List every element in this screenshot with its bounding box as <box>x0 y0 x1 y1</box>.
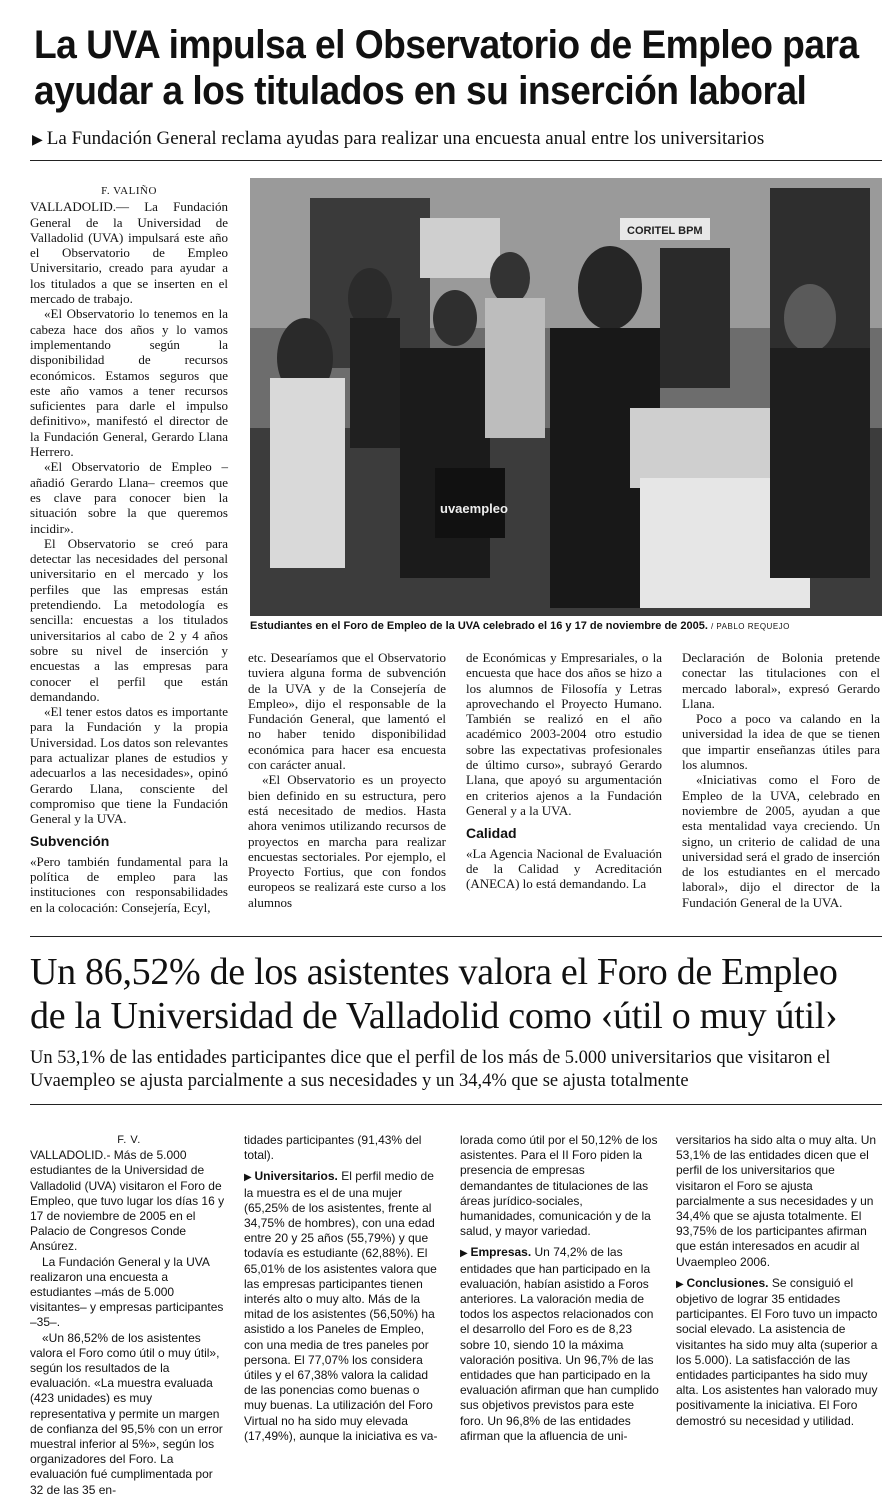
paragraph: «El Observatorio es un proyecto bien definido en su estructura, pero está necesitado de medios. Hasta ahora venimos utilizando recursos de proyectos en marcha para realizar encuestas sectoriales. Por ejemplo, el Proyecto Fortius, que con fondos europeos se realizará este curso a los alumnos <box>248 772 446 910</box>
paragraph-text: El perfil medio de la muestra es el de una mujer (65,25% de los asistentes, frente al 34,75% de hombres), con una edad entre 20 y 25 años (55,79%) y que todavía es estudiante (62,88%). El 65,01% de los asistentes valora que las empresas participantes tienen interés alto o muy alto. Más de la mitad de los asistentes (56,50%) ha asistido a los Paneles de Empleo, con una media de tres paneles por persona. El 77,07% los considera útiles y el 67,38% valora la calidad de las ponencias como buenas o muy buenas. La utilización del Foro Virtual no ha sido muy elevada (17,49%), aunque la iniciativa es va- <box>244 1169 438 1443</box>
article1-column-3 <box>466 650 662 891</box>
paragraph-text: Se consiguió el objetivo de lograr 35 entidades participantes. El Foro tuvo un impacto social elevado. La asistencia de visitantes ha sido muy alta (superior a los 5.000). La satisfacción de las entidades participantes ha sido muy alta. Los asistentes han valorado muy positivamente la iniciativa. El Foro demostró su necesidad y utilidad. <box>676 1275 878 1428</box>
photo-sign-text: CORITEL BPM <box>627 225 703 237</box>
paragraph: Declaración de Bolonia pretende conectar las titulaciones con el mercado laboral», expresó Gerardo Llana. <box>682 650 880 711</box>
byline: F. V. <box>117 1134 141 1146</box>
paragraph: tidades participantes (91,43% del total). <box>244 1133 422 1163</box>
article2-column-4 <box>676 1133 882 1429</box>
paragraph: Poco a poco va calando en la universidad la idea de que se tienen que impartir enseñanzas útiles para los alumnos. <box>682 711 880 773</box>
paragraph: «La Agencia Nacional de Evaluación de la Calidad y Acreditación (ANECA) lo está demandando. La <box>466 845 662 892</box>
paragraph: «Iniciativas como el Foro de Empleo de la UVA, celebrado en noviembre de 2005, ayudan a que esta mentalidad vaya creciendo. Un signo, un criterio de calidad de una universidad será el grado de inserción de los estudiantes en el mercado laboral», dijo el director de la Fundación General de la UVA. <box>682 772 880 910</box>
paragraph: versitarios ha sido alta o muy alta. Un 53,1% de las entidades dicen que el perfil de los universitarios que visitaron el Foro se ajusta parcialmente a sus necesidades y un 34,4% que se ajusta totalmente. El 93,75% de los participantes afirman que están interesados en acudir al Uvaempleo 2006. <box>676 1133 877 1269</box>
article2-headline <box>30 950 886 1038</box>
article2-column-1 <box>30 1133 228 1498</box>
paragraph <box>460 1245 660 1444</box>
article1-column-4 <box>682 650 880 910</box>
divider <box>30 160 882 161</box>
divider <box>30 936 882 937</box>
lead-conclusiones: Conclusiones. <box>686 1275 769 1290</box>
paragraph: lorada como útil por el 50,12% de los asistentes. Para el II Foro piden la presencia de empresas demandantes de titulaciones de las áreas jurídico-sociales, humanidades, comunicación y de la salud, y mayor variedad. <box>460 1133 658 1239</box>
article2-headline-line1: Un 86,52% de los asistentes valora el Foro de Empleo <box>30 951 838 993</box>
triangle-bullet-icon: ▶ <box>676 1278 687 1290</box>
lead-empresas: Empresas. <box>470 1245 532 1260</box>
article2-column-3 <box>460 1133 660 1444</box>
paragraph: «El tener estos datos es importante para la Fundación y la propia Universidad. Los datos son relevantes para actualizar planes de estudios y adecuarlos a las necesidades», opinó Gerardo Llana, consciente del compromiso que tiene la Fundación General y la UVA. <box>30 704 228 827</box>
paragraph <box>244 1169 444 1444</box>
subhead-calidad: Calidad <box>466 825 517 842</box>
paragraph: «Un 86,52% de los asistentes valora el Foro como útil o muy útil», según los resultados de la evaluación. «La muestra evaluada (423 unidades) es muy representativa y permite un margen de confianza del 95,5% con un error muestral inferior al 5%», según los organizadores del Foro. La evaluación fué cumplimentada por 32 de las 35 en- <box>30 1330 223 1497</box>
paragraph-text: Un 74,2% de las entidades que han participado en la evaluación, habían asistido a Foros anteriores. La valoración media de todos los aspectos relacionados con el desarrollo del Foro es de 8,23 sobre 10, siendo 10 la máxima valoración positiva. Un 96,7% de las entidades que han participado en la evaluación afirman que han cumplido sus objetivos previstos para este foro. Un 96,8% de las entidades afirman que la afluencia de uni- <box>460 1245 659 1443</box>
paragraph <box>676 1276 882 1429</box>
article2-subheadline: Un 53,1% de las entidades participantes dice que el perfil de los más de 5.000 universitarios que visitaron el Uvaempleo se ajusta parcialmente a sus necesidades y un 34,4% que se ajusta totalmente <box>30 1048 831 1091</box>
byline: F. VALIÑO <box>101 185 157 197</box>
photo-bag-text: uvaempleo <box>440 501 508 516</box>
article1-column-2 <box>248 650 446 910</box>
article1-headline-line2: ayudar a los titulados en su inserción laboral <box>34 69 807 113</box>
article1-subheadline-text: La Fundación General reclama ayudas para realizar una encuesta anual entre los universitarios <box>46 128 765 149</box>
divider <box>30 1104 882 1105</box>
triangle-bullet-icon: ▶ <box>460 1248 471 1260</box>
paragraph: La Fundación General y la UVA realizaron una encuesta a estudiantes –más de 5.000 visitantes– y empresas participantes –35–. <box>30 1254 224 1330</box>
paragraph: VALLADOLID.— La Fundación General de la Universidad de Valladolid (UVA) impulsará este año el Observatorio de Empleo Universitario, creado para ayudar a los titulados a que se inserten en el mercado de trabajo. <box>30 199 228 307</box>
paragraph: «El Observatorio lo tenemos en la cabeza hace dos años y lo vamos implementando según la disponibilidad de recursos económicos. Estamos seguros que este año vamos a tener recursos suficientes para darle el impulso definitivo», manifestó el director de la Fundación General, Gerardo Llana Herrero. <box>30 306 228 460</box>
paragraph: de Económicas y Empresariales, o la encuesta que hace dos años se hizo a los alumnos de Filosofía y Letras aprovechando el Proyecto Humano. También se realizó en el año académico 2003-2004 otro estudio sobre las expectativas profesionales de último curso», subrayó Gerardo Llana, que apoyó su argumentación en criterios ajenos a la Fundación General y a la UVA. <box>466 650 662 818</box>
photo-caption <box>250 620 790 632</box>
paragraph: El Observatorio se creó para detectar las necesidades del personal universitario en el mercado y los perfiles que las empresas están pretendiendo. La metodología es sencilla: encuestas a los titulados universitarios al cabo de 2 y 4 años sobre su nivel de inserción y encuestas a las empresas para conocer el perfil que están demandando. <box>30 535 228 704</box>
article2-headline-line2: de la Universidad de Valladolid como ‹útil o muy útil› <box>30 995 838 1037</box>
paragraph: VALLADOLID.- Más de 5.000 estudiantes de la Universidad de Valladolid (UVA) visitaron el Foro de Empleo, que tuvo lugar los días 16 y 17 de noviembre de 2005 en el Palacio de Congresos Conde Ansúrez. <box>30 1148 225 1254</box>
article1-column-1 <box>30 184 228 915</box>
paragraph: etc. Desearíamos que el Observatorio tuviera alguna forma de subvención de la UVA y de la Consejería de Empleo», dijo el responsable de la Fundación General, que lamentó el no haber tenido disponibilidad económica para hacer esa encuesta con carácter anual. <box>248 650 446 773</box>
article2-column-2 <box>244 1133 444 1444</box>
news-photo <box>250 178 882 616</box>
photo-credit: / PABLO REQUEJO <box>710 622 790 631</box>
subhead-subvencion: Subvención <box>30 833 110 850</box>
article1-subheadline <box>32 127 764 153</box>
lead-universitarios: Universitarios. <box>254 1169 338 1184</box>
triangle-bullet-icon: ▶ <box>32 133 43 148</box>
article1-headline <box>34 22 859 114</box>
paragraph: «Pero también fundamental para la política de empleo para las instituciones con responsabilidades en la colocación: Consejería, Ecyl, <box>30 853 228 915</box>
photo-caption-text: Estudiantes en el Foro de Empleo de la UVA celebrado el 16 y 17 de noviembre de 2005. <box>250 620 708 632</box>
article1-headline-line1: La UVA impulsa el Observatorio de Empleo para <box>34 23 859 67</box>
paragraph: «El Observatorio de Empleo –añadió Gerardo Llana– creemos que es clave para conocer bien la situación sobre la que queremos incidir». <box>30 459 228 536</box>
triangle-bullet-icon: ▶ <box>244 1172 255 1184</box>
photo-illustration <box>250 178 882 616</box>
